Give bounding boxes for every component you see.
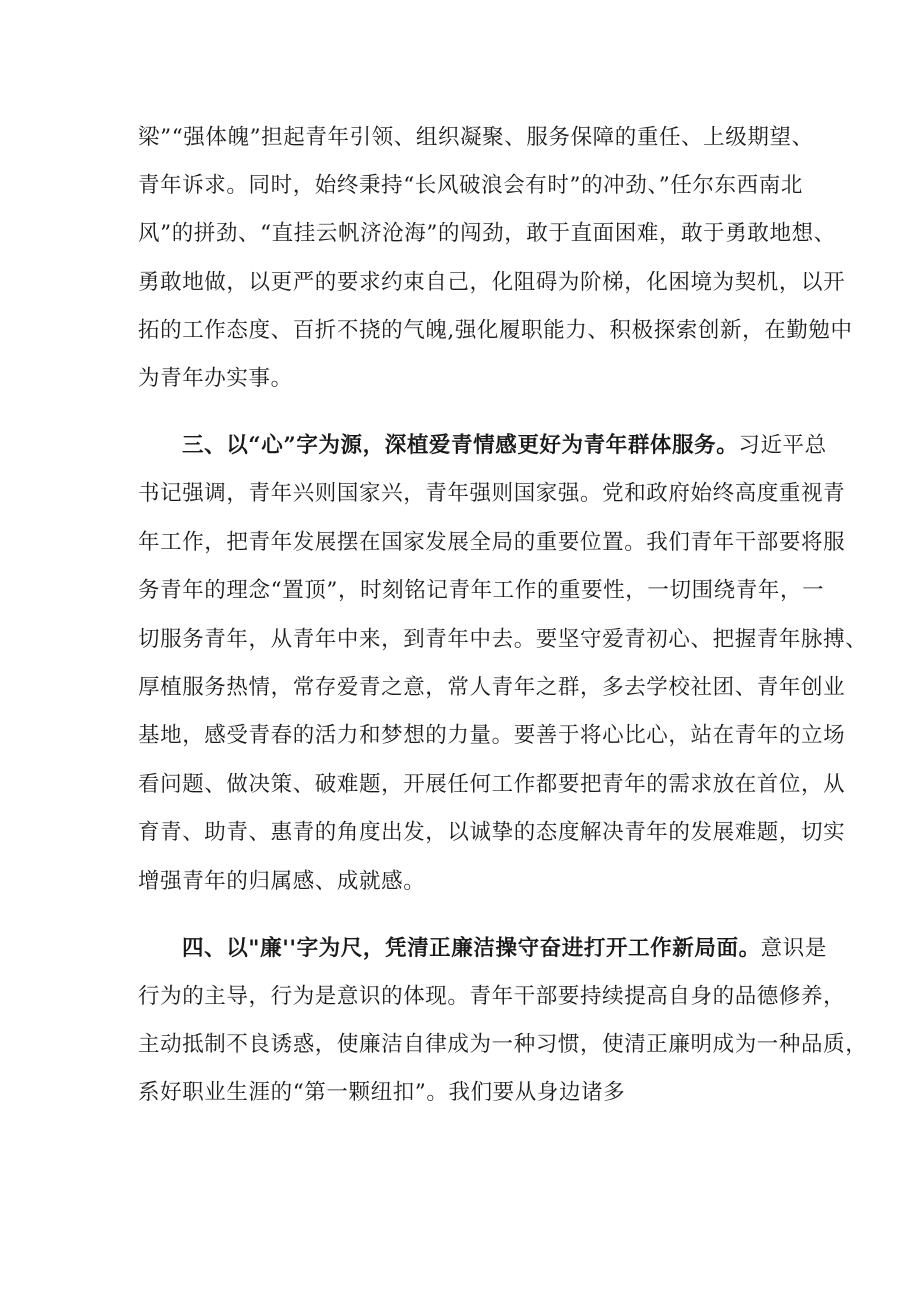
paragraph-2-line-2: 书记强调，青年兴则国家兴，青年强则国家强。党和政府始终高度重视青 bbox=[138, 481, 846, 506]
paragraph-2-line-3: 年工作，把青年发展摆在国家发展全局的重要位置。我们青年干部要将服 bbox=[138, 530, 846, 555]
section-heading-4: 四、以"廉''字为尺，凭清正廉洁操守奋进打开工作新局面。 bbox=[182, 936, 761, 961]
paragraph-3-line-4: 系好职业生涯的“第一颗纽扣”。我们要从身边诸多 bbox=[138, 1080, 626, 1105]
paragraph-2-line-4: 务青年的理念“置顶”，时刻铭记青年工作的重要性，一切围绕青年，一 bbox=[138, 578, 825, 603]
paragraph-2-line-10: 增强青年的归属感、成就感。 bbox=[138, 869, 426, 894]
paragraph-2-first-line-rest: 习近平总 bbox=[738, 433, 827, 458]
paragraph-1-line-3: 风”的拼劲、“直挂云帆济沧海”的闯劲，敢于直面困难，敢于勇敢地想、 bbox=[138, 221, 836, 246]
paragraph-2-first-line bbox=[182, 431, 827, 461]
paragraph-3-line-2: 行为的主导，行为是意识的体现。青年干部要持续提高自身的品德修养， bbox=[138, 984, 846, 1009]
paragraph-1-line-1: 梁”“强体魄”担起青年引领、组织凝聚、服务保障的重任、上级期望、 bbox=[138, 125, 814, 150]
paragraph-2-line-8: 看问题、做决策、破难题，开展任何工作都要把青年的需求放在首位，从 bbox=[138, 772, 846, 797]
paragraph-1-line-6: 为青年办实事。 bbox=[138, 366, 293, 391]
paragraph-3-first-line bbox=[182, 934, 827, 964]
paragraph-1-line-5: 拓的工作态度、百折不挠的气魄,强化履职能力、积极探索创新，在勤勉中 bbox=[138, 318, 853, 343]
paragraph-2-line-6: 厚植服务热情，常存爱青之意，常人青年之群，多去学校社团、青年创业 bbox=[138, 675, 846, 700]
paragraph-3-line-3: 主动抵制不良诱惑，使廉洁自律成为一种习惯，使清正廉明成为一种品质， bbox=[138, 1032, 868, 1057]
paragraph-2-line-7: 基地，感受青春的活力和梦想的力量。要善于将心比心，站在青年的立场 bbox=[138, 723, 846, 748]
paragraph-2-line-5: 切服务青年，从青年中来，到青年中去。要坚守爱青初心、把握青年脉搏、 bbox=[138, 627, 868, 652]
section-heading-3: 三、以“心”字为源，深植爱青情感更好为青年群体服务。 bbox=[182, 433, 739, 458]
paragraph-2-line-9: 育青、助青、惠青的角度出发，以诚挚的态度解决青年的发展难题，切实 bbox=[138, 820, 846, 845]
paragraph-1-line-2: 青年诉求。同时，始终秉持“长风破浪会有时”的冲劲、”任尔东西南北 bbox=[138, 173, 803, 198]
paragraph-3-first-line-rest: 意识是 bbox=[760, 936, 827, 961]
paragraph-1-line-4: 勇敢地做，以更严的要求约束自己，化阻碍为阶梯，化困境为契机，以开 bbox=[138, 270, 846, 295]
